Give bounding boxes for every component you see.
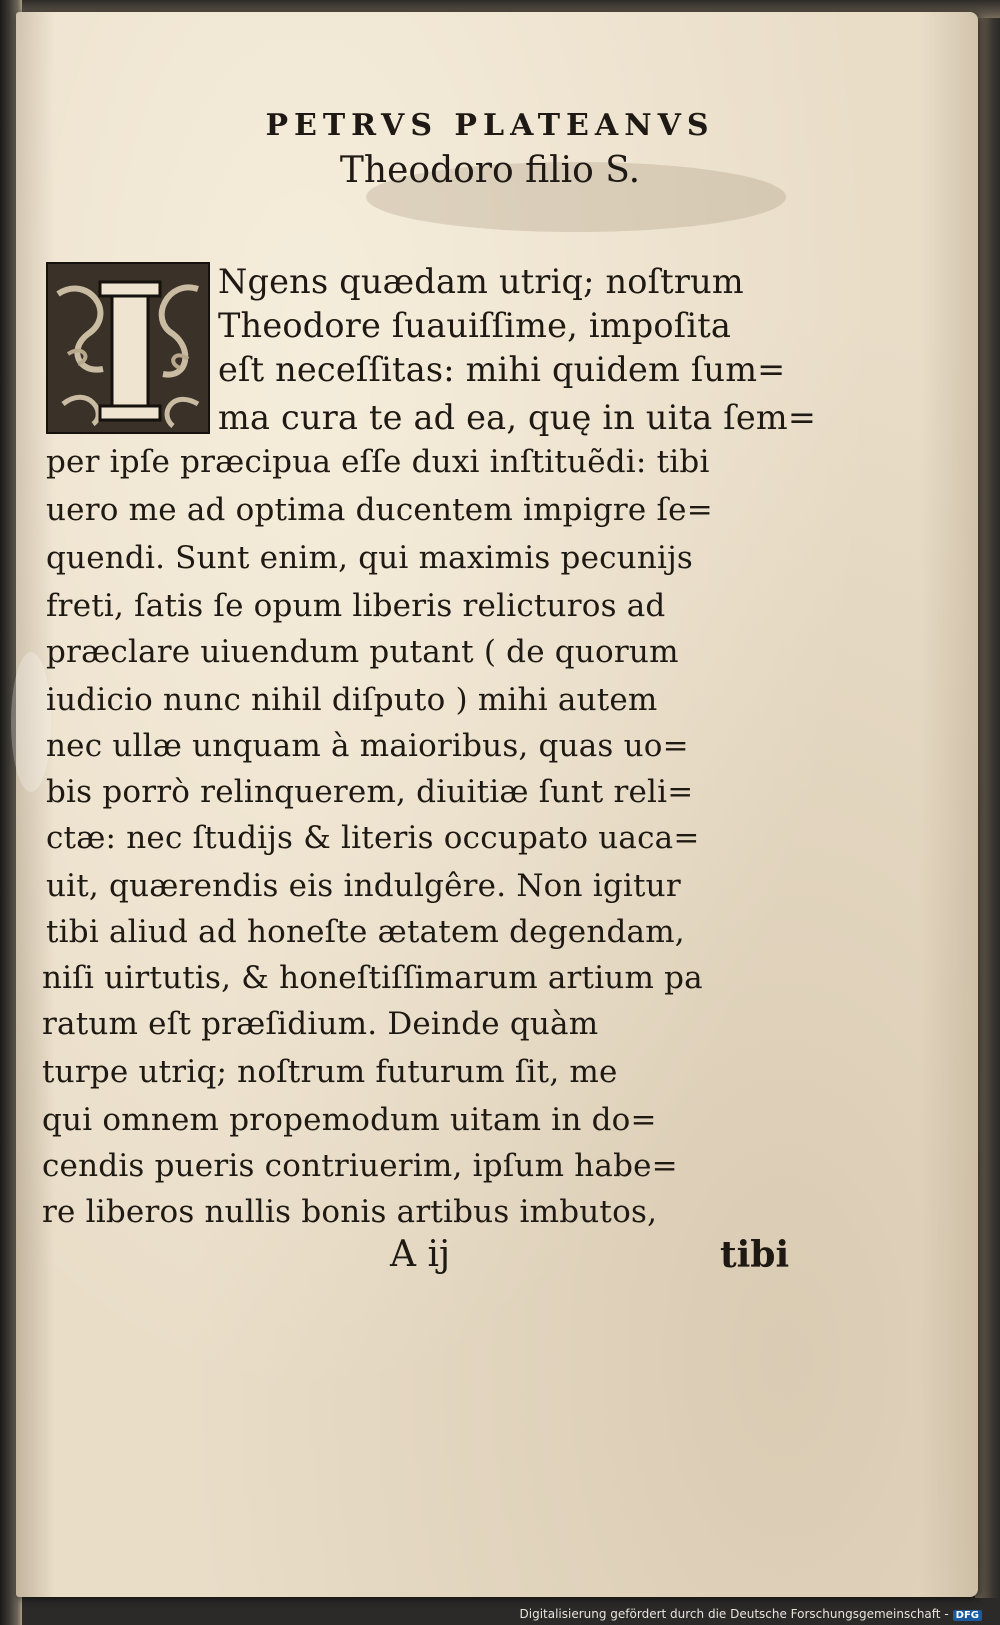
body-line: ratum eſt præſidium. Deinde quàm — [42, 1006, 599, 1042]
body-line: re liberos nullis bonis artibus imbutos, — [42, 1194, 658, 1230]
decorated-initial — [46, 262, 210, 434]
catchword: tibi — [720, 1234, 790, 1276]
credit-text: Digitalisierung gefördert durch die Deutsche Forschungsgemeinschaft - — [519, 1607, 949, 1621]
signature-mark: A ij — [390, 1234, 451, 1275]
body-line: per ipſe præcipua eſſe duxi inſtituẽdi: tibi — [46, 444, 710, 480]
body-line: Theodore ſuauiſſime, impoſita — [218, 306, 732, 345]
dfg-logo: DFG — [953, 1610, 982, 1621]
body-line: turpe utriq; noſtrum futurum ſit, me — [42, 1054, 618, 1090]
body-line: tibi aliud ad honeſte ætatem degendam, — [46, 914, 685, 950]
body-line: cendis pueris contriuerim, ipſum habe= — [42, 1148, 678, 1184]
body-line: Ngens quædam utriq; noſtrum — [218, 262, 744, 301]
body-line: bis porrò relinquerem, diuitiæ ſunt reli= — [46, 774, 694, 810]
digitization-credit — [520, 1607, 983, 1621]
body-line: quendi. Sunt enim, qui maximis pecunijs — [46, 540, 694, 576]
body-line: ma cura te ad ea, quę in uita ſem= — [218, 398, 817, 437]
body-line: nec ullæ unquam à maioribus, quas uo= — [46, 728, 689, 764]
page-fore-edge — [975, 18, 1000, 1598]
heading-author: PETRVS PLATEANVS — [265, 108, 715, 143]
body-line: præclare uiuendum putant ( de quorum — [46, 634, 679, 670]
body-line: qui omnem propemodum uitam in do= — [42, 1102, 657, 1138]
body-line: freti, ſatis ſe opum liberis relicturos ad — [46, 588, 666, 624]
body-line: uero me ad optima ducentem impigre ſe= — [46, 492, 713, 528]
body-line: iudicio nunc nihil diſputo ) mihi autem — [46, 682, 658, 718]
body-line: niſi uirtutis, & honeſtiſſimarum artium pa — [42, 960, 703, 996]
heading-addressee: Theodoro filio S. — [339, 150, 641, 191]
body-line: eſt neceſſitas: mihi quidem ſum= — [218, 350, 786, 389]
body-line: uit, quærendis eis indulgêre. Non igitur — [46, 868, 681, 904]
paper-tear — [11, 652, 51, 792]
body-line: ctæ: nec ſtudijs & literis occupato uaca= — [46, 820, 700, 856]
